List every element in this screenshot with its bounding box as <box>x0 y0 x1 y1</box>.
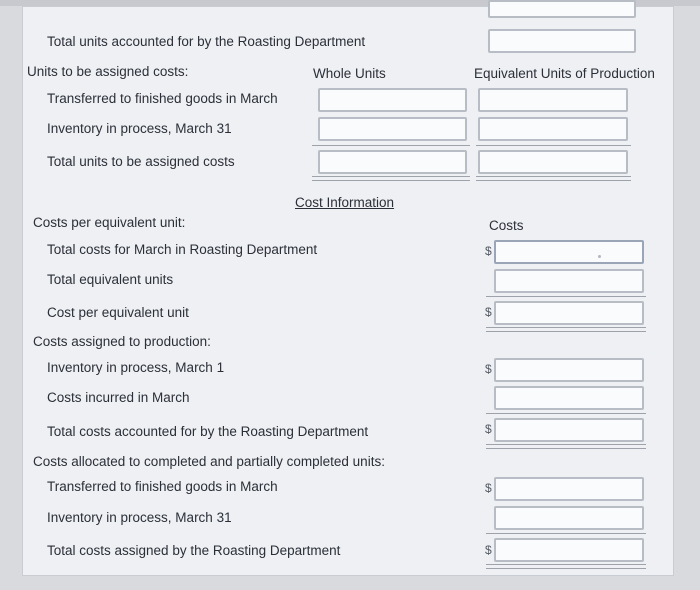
whole-units-header: Whole Units <box>313 66 386 81</box>
total-units-accounted-label: Total units accounted for by the Roasting Department <box>47 34 366 49</box>
total-costs-assigned-label: Total costs assigned by the Roasting Department <box>47 543 341 558</box>
dollar-sign: $ <box>485 244 492 258</box>
total-eu-rule <box>486 296 646 297</box>
inventory-costs-rule <box>486 533 646 534</box>
total-costs-assigned-input[interactable] <box>494 538 644 562</box>
dollar-sign: $ <box>485 362 492 376</box>
total-costs-accounted-input[interactable] <box>494 418 644 442</box>
total-units-accounted-input[interactable] <box>488 29 636 53</box>
costs-incurred-label: Costs incurred in March <box>47 390 190 405</box>
dollar-sign: $ <box>485 481 492 495</box>
costs-header: Costs <box>489 218 524 233</box>
total-units-assigned-label: Total units to be assigned costs <box>47 154 235 169</box>
total-costs-accounted-rule <box>486 444 646 449</box>
total-eu-label: Total equivalent units <box>47 272 174 287</box>
costs-allocated-label: Costs allocated to completed and partially completed units: <box>33 454 385 469</box>
equivalent-units-header: Equivalent Units of Production <box>474 66 655 81</box>
dollar-sign: $ <box>485 422 492 436</box>
total-costs-accounted-label: Total costs accounted for by the Roasting Department <box>47 424 369 439</box>
inventory-equivalent-units-input[interactable] <box>478 117 628 141</box>
cost-per-eu-input[interactable] <box>494 301 644 325</box>
dropdown-indicator-icon <box>598 255 601 258</box>
inventory-costs-label: Inventory in process, March 31 <box>47 510 232 525</box>
total-whole-units-input[interactable] <box>318 150 467 174</box>
cost-information-header: Cost Information <box>295 195 395 210</box>
whole-units-total-rule <box>312 176 470 181</box>
eq-units-total-rule <box>476 176 631 181</box>
whole-units-subtotal-rule <box>312 145 470 146</box>
transferred-units-label: Transferred to finished goods in March <box>47 91 278 106</box>
total-costs-march-input[interactable] <box>494 240 644 264</box>
inventory-costs-input[interactable] <box>494 506 644 530</box>
units-to-be-assigned-label: Units to be assigned costs: <box>27 64 189 79</box>
inventory-march1-label: Inventory in process, March 1 <box>47 360 225 375</box>
total-costs-march-label: Total costs for March in Roasting Department <box>47 242 318 257</box>
eq-units-subtotal-rule <box>476 145 631 146</box>
costs-per-eu-label: Costs per equivalent unit: <box>33 215 186 230</box>
inventory-units-label: Inventory in process, March 31 <box>47 121 232 136</box>
transferred-equivalent-units-input[interactable] <box>478 88 628 112</box>
transferred-costs-label: Transferred to finished goods in March <box>47 479 278 494</box>
total-eu-input[interactable] <box>494 269 644 293</box>
previous-field[interactable] <box>488 0 636 18</box>
total-equivalent-units-input[interactable] <box>478 150 628 174</box>
dollar-sign: $ <box>485 543 492 557</box>
costs-incurred-rule <box>486 413 646 414</box>
total-costs-assigned-rule <box>486 564 646 569</box>
transferred-whole-units-input[interactable] <box>318 88 467 112</box>
costs-incurred-input[interactable] <box>494 386 644 410</box>
cost-per-eu-label: Cost per equivalent unit <box>47 305 189 320</box>
transferred-costs-input[interactable] <box>494 477 644 501</box>
inventory-whole-units-input[interactable] <box>318 117 467 141</box>
inventory-march1-input[interactable] <box>494 358 644 382</box>
costs-assigned-label: Costs assigned to production: <box>33 334 211 349</box>
dollar-sign: $ <box>485 305 492 319</box>
cost-per-eu-rule <box>486 327 646 332</box>
